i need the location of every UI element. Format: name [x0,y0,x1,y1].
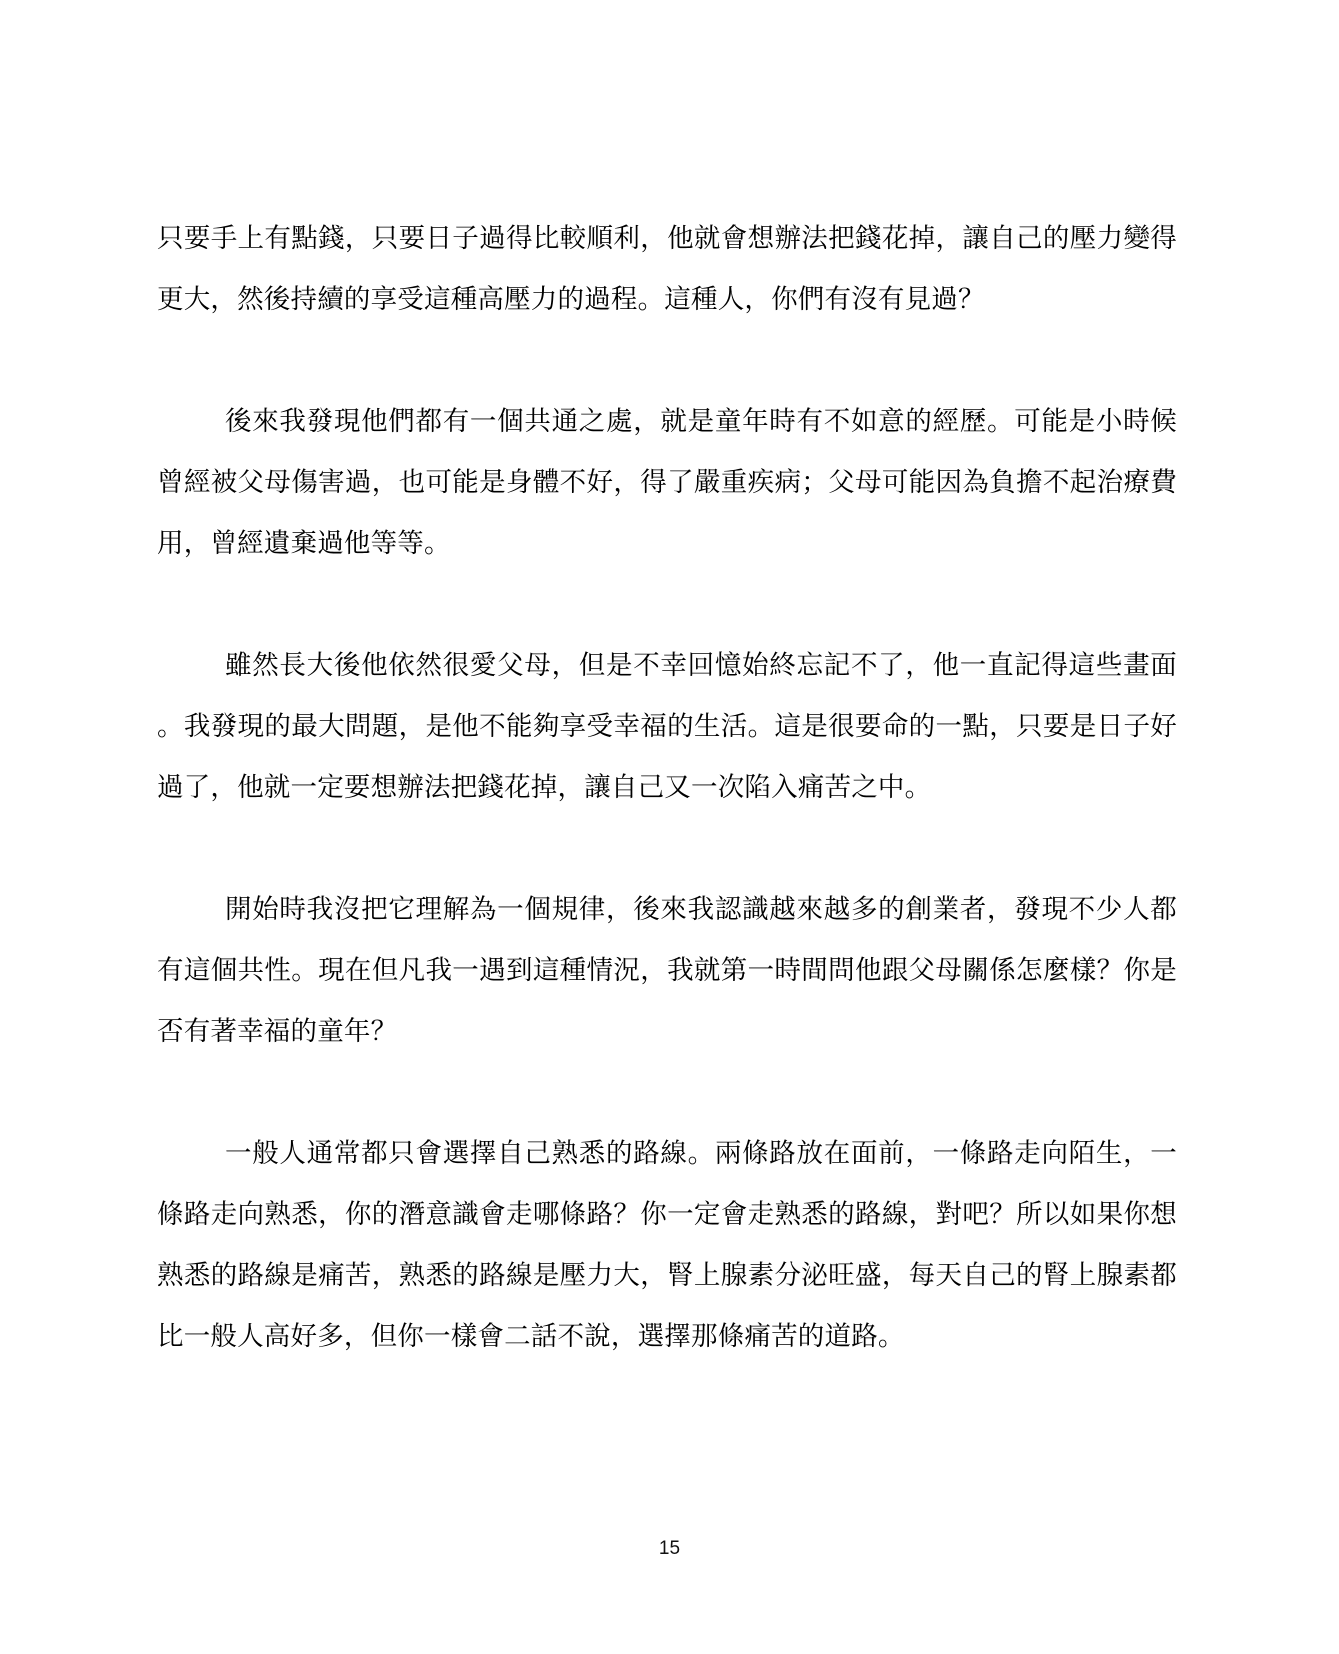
paragraph-5: 一般人通常都只會選擇自己熟悉的路線。兩條路放在面前，一條路走向陌生，一條路走向熟悉，你的潛意識會走哪條路？你一定會走熟悉的路線，對吧？所以如果你想熟悉的路線是痛苦，熟悉的路線是壓力大，腎上腺素分泌旺盛，每天自己的腎上腺素都比一般人高好多，但你一樣會二話不說，選擇那條痛苦的道路。 [157,1138,1177,1352]
paragraph-4: 開始時我沒把它理解為一個規律，後來我認識越來越多的創業者，發現不少人都有這個共性。現在但凡我一遇到這種情況，我就第一時間問他跟父母關係怎麼樣？你是否有著幸福的童年？ [157,894,1177,1047]
paragraph-2: 後來我發現他們都有一個共通之處，就是童年時有不如意的經歷。可能是小時候曾經被父母傷害過，也可能是身體不好，得了嚴重疾病；父母可能因為負擔不起治療費用，曾經遺棄過他等等。 [157,406,1177,559]
body-text [157,208,1177,1367]
page-number: 15 [658,1538,681,1559]
paragraph-3: 雖然長大後他依然很愛父母，但是不幸回憶始終忘記不了，他一直記得這些畫面。我發現的最大問題，是他不能夠享受幸福的生活。這是很要命的一點，只要是日子好過了，他就一定要想辦法把錢花掉，讓自己又一次陷入痛苦之中。 [157,650,1177,803]
paragraph-1: 只要手上有點錢，只要日子過得比較順利，他就會想辦法把錢花掉，讓自己的壓力變得更大，然後持續的享受這種高壓力的過程。這種人，你們有沒有見過？ [157,223,1177,315]
